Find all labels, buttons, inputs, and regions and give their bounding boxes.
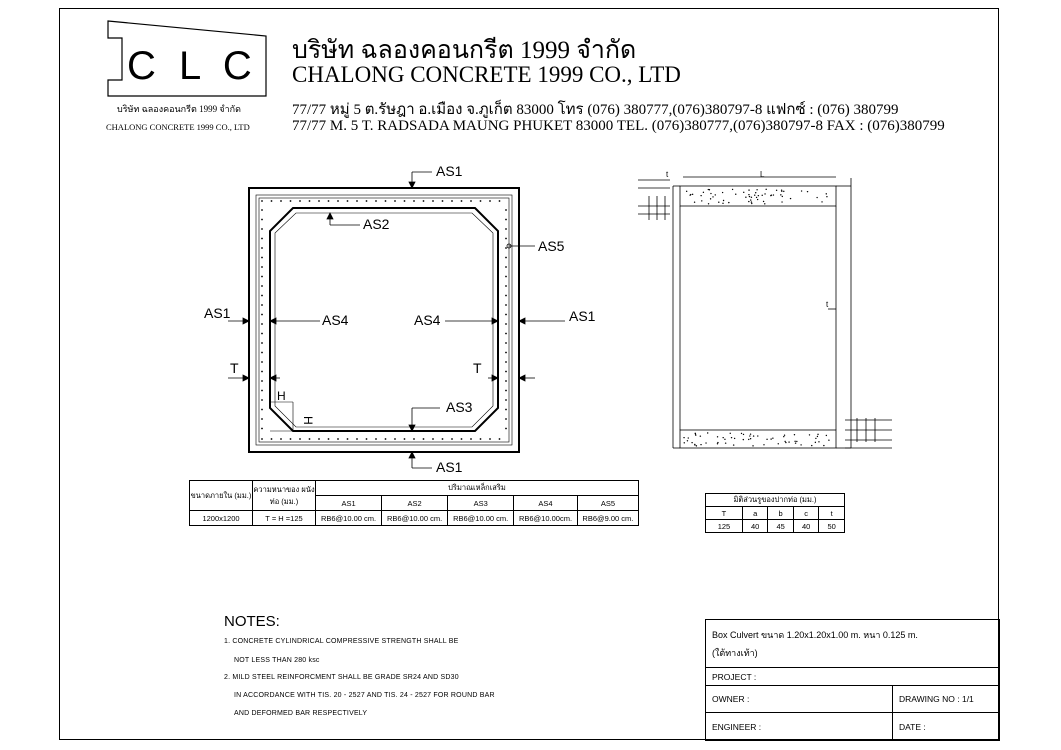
label-as4-left: AS4 (322, 312, 349, 328)
collar-value: 50 (819, 520, 845, 533)
header-inner-size: ขนาดภายใน (มม.) (190, 481, 253, 511)
cell-as1: RB6@10.00 cm. (316, 511, 382, 526)
label-as1-left: AS1 (204, 305, 231, 321)
title-description (706, 620, 1000, 668)
label-t-left: T (230, 360, 239, 376)
col-as3: AS3 (448, 496, 514, 511)
label-t-mid: t (826, 300, 829, 309)
title-block (705, 619, 1000, 741)
box-culvert-cross-section (190, 150, 610, 480)
collar-value: 45 (768, 520, 793, 533)
header-wall-thickness: ความหนาของ ผนังท่อ (มม.) (253, 481, 316, 511)
collar-header: T (706, 507, 743, 520)
collar-header: c (793, 507, 818, 520)
note-line: IN ACCORDANCE WITH TIS. 20 - 2527 AND TIS. 24 - 2527 FOR ROUND BAR (234, 692, 495, 699)
collar-dimension-table (705, 493, 845, 533)
header-reinforcement-group: ปริมาณเหล็กเสริม (316, 481, 639, 496)
cell-as5: RB6@9.00 cm. (577, 511, 638, 526)
label-as1-right: AS1 (569, 308, 596, 324)
cell-size: 1200x1200 (190, 511, 253, 526)
collar-table-title: มิติส่วนรูของปากท่อ (มม.) (706, 494, 845, 507)
note-line: AND DEFORMED BAR RESPECTIVELY (234, 710, 368, 717)
label-t-top: t (666, 170, 669, 179)
label-h-top: H (277, 389, 286, 403)
company-logo (107, 20, 267, 98)
note-line: NOT LESS THAN 280 ksc (234, 657, 320, 664)
company-name-thai: บริษัท ฉลองคอนกรีต 1999 จำกัด (292, 37, 637, 64)
description-line-2: (ใต้ทางเท้า) (712, 648, 758, 658)
box-culvert-longitudinal-section (628, 160, 898, 470)
label-as1-bottom: AS1 (436, 459, 463, 475)
project-field: PROJECT : (706, 668, 1000, 686)
label-as3: AS3 (446, 399, 473, 415)
collar-header: a (742, 507, 767, 520)
label-as1-top: AS1 (436, 163, 463, 179)
reinforcement-table (189, 480, 639, 526)
table-row (706, 520, 845, 533)
cell-as2: RB6@10.00 cm. (382, 511, 448, 526)
logo-caption-english: CHALONG CONCRETE 1999 CO., LTD (106, 122, 250, 132)
concrete-aggregate-dots (683, 189, 829, 447)
col-as4: AS4 (514, 496, 578, 511)
drawing-number: DRAWING NO : 1/1 (893, 686, 1000, 713)
owner-field: OWNER : (706, 686, 893, 713)
label-as5: AS5 (538, 238, 565, 254)
collar-header: b (768, 507, 793, 520)
company-address-thai: 77/77 หมู่ 5 ต.รัษฎา อ.เมือง จ.ภูเก็ต 83000 โทร (076) 380777,(076)380797-8 แฟกซ์ : (076) 380799 (292, 102, 899, 118)
col-as2: AS2 (382, 496, 448, 511)
collar-value: 40 (793, 520, 818, 533)
label-length-l: L (760, 170, 765, 179)
col-as5: AS5 (577, 496, 638, 511)
cell-thickness: T = H =125 (253, 511, 316, 526)
collar-value: 125 (706, 520, 743, 533)
col-as1: AS1 (316, 496, 382, 511)
table-row (190, 511, 639, 526)
label-t-right: T (473, 360, 482, 376)
note-line: 2. MILD STEEL REINFORCMENT SHALL BE GRADE SR24 AND SD30 (224, 674, 459, 681)
collar-header: t (819, 507, 845, 520)
notes-title: NOTES: (224, 613, 280, 630)
cell-as4: RB6@10.00cm. (514, 511, 578, 526)
date-field: DATE : (893, 713, 1000, 741)
label-as2: AS2 (363, 216, 390, 232)
logo-caption-thai: บริษัท ฉลองคอนกรีต 1999 จำกัด (117, 104, 241, 114)
logo-text: C L C (127, 44, 258, 88)
engineer-field: ENGINEER : (706, 713, 893, 741)
company-address-english: 77/77 M. 5 T. RADSADA MAUNG PHUKET 83000 TEL. (076)380777,(076)380797-8 FAX : (076)380799 (292, 118, 945, 134)
note-line: 1. CONCRETE CYLINDRICAL COMPRESSIVE STRENGTH SHALL BE (224, 638, 459, 645)
cell-as3: RB6@10.00 cm. (448, 511, 514, 526)
label-as4-right: AS4 (414, 312, 441, 328)
description-line-1: Box Culvert ขนาด 1.20x1.20x1.00 m. หนา 0.125 m. (712, 630, 918, 640)
company-name-english: CHALONG CONCRETE 1999 CO., LTD (292, 62, 681, 87)
collar-value: 40 (742, 520, 767, 533)
label-h-side: H (301, 416, 315, 425)
